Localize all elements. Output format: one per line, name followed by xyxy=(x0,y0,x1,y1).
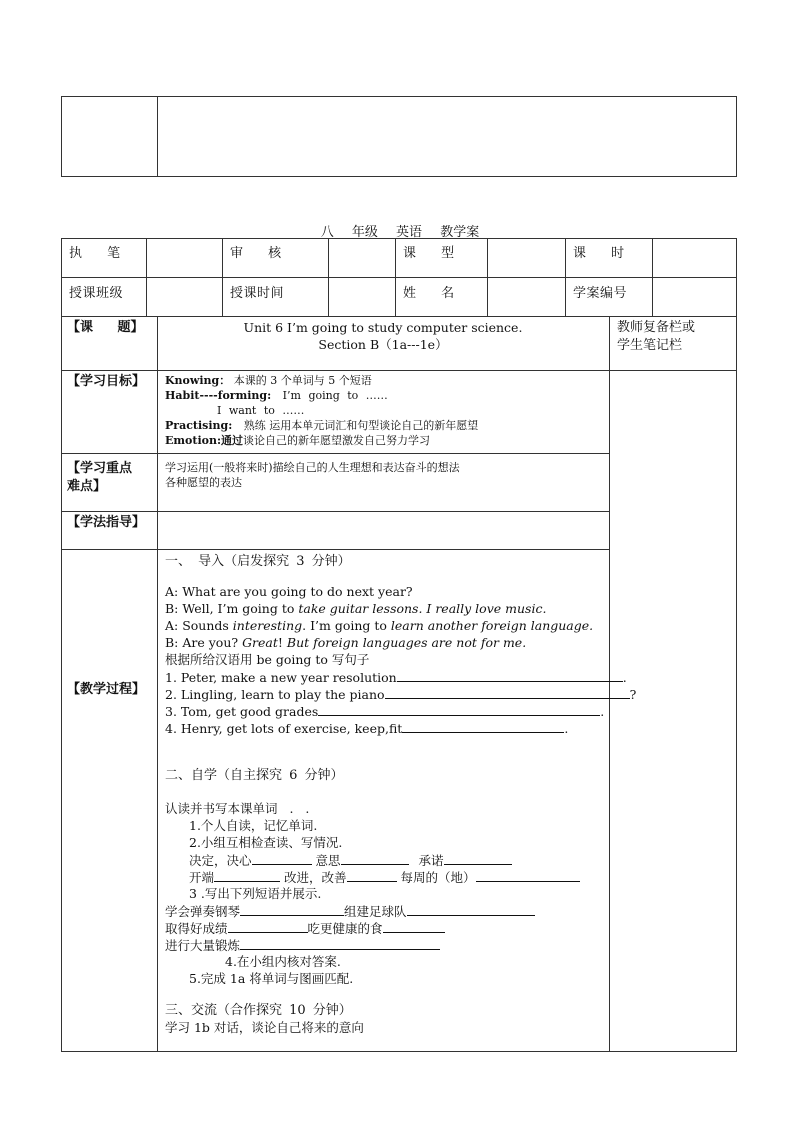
dialogue-line3-c: . I’m going to xyxy=(302,618,391,633)
phrase-piano: 学会弹奏钢琴 xyxy=(165,904,241,919)
dialogue-line3-b: interesting xyxy=(232,618,303,633)
phrase-exercise: 进行大量锻炼 xyxy=(165,938,241,953)
vocab-improve: 改进，改善 xyxy=(284,870,347,885)
goal-practising xyxy=(165,419,478,433)
q3-answer-blank[interactable] xyxy=(318,703,600,716)
exercise-q4 xyxy=(165,720,568,737)
practising-text: 熟练 运用本单元词汇和句型谈论自己的新年愿望 xyxy=(243,419,479,432)
phrase-exercise-blank[interactable] xyxy=(240,937,440,950)
header-col-1 xyxy=(146,238,147,316)
q2-answer-blank[interactable] xyxy=(385,686,630,699)
header-lesson-period: 课 时 xyxy=(573,246,625,261)
vocab-beginning: 开端 xyxy=(189,870,215,885)
exercise-q3 xyxy=(165,703,604,720)
q3-text: 3. Tom, get good grades xyxy=(165,704,319,719)
focus-label-line2: 难点】 xyxy=(67,479,107,494)
focus-line1: 学习运用(一般将来时)描绘自己的人生理想和表达奋斗的想法 xyxy=(165,461,460,474)
goal-emotion xyxy=(165,434,430,448)
section2-step3: 3 .写出下列短语并展示. xyxy=(189,886,322,901)
header-time: 授课时间 xyxy=(230,286,285,301)
habit-label: Habit----forming: xyxy=(165,389,272,402)
vocab-promise: 承诺 xyxy=(418,853,444,868)
vocab-meaning-blank[interactable] xyxy=(341,852,409,865)
row-divider-topic xyxy=(61,370,609,371)
header-row-divider xyxy=(61,277,737,278)
row-divider-guide xyxy=(61,549,609,550)
goals-label: 【学习目标】 xyxy=(67,374,146,389)
vocab-meaning: 意思 xyxy=(315,853,341,868)
section1-heading: 一、 导入（启发探究 3 分钟） xyxy=(165,554,351,569)
q4-end: . xyxy=(564,721,569,736)
section2-step1: 1.个人自读，记忆单词. xyxy=(189,818,318,833)
dialogue-line4 xyxy=(165,635,526,651)
dialogue-line2 xyxy=(165,601,546,617)
row-divider-focus xyxy=(61,511,609,512)
phrase-row1 xyxy=(165,903,535,920)
phrase-piano-blank[interactable] xyxy=(240,903,344,916)
notes-header-line2: 学生笔记栏 xyxy=(617,338,683,353)
header-plan-number: 学案编号 xyxy=(573,286,628,301)
knowing-label: Knowing： xyxy=(165,374,231,387)
emotion-text: 谈论自己的新年愿望激发自己努力学习 xyxy=(243,434,431,447)
dialogue-line2-b: take guitar lessons. I really love music. xyxy=(298,601,547,616)
dialogue-line4-b: Great xyxy=(242,635,278,650)
exercise-q1 xyxy=(165,669,627,686)
goal-knowing xyxy=(165,374,372,388)
vocab-row1 xyxy=(189,852,512,869)
practising-label: Practising: xyxy=(165,419,233,432)
q4-text: 4. Henry, get lots of exercise, keep,fit xyxy=(165,721,403,736)
label-column-divider xyxy=(157,316,158,1052)
header-author: 执 笔 xyxy=(69,246,121,261)
vocab-decide: 决定，决心 xyxy=(189,853,252,868)
header-col-7 xyxy=(652,238,653,316)
topic-title: Unit 6 I’m going to study computer science. xyxy=(243,320,523,335)
header-col-6 xyxy=(565,238,566,316)
header-class: 授课班级 xyxy=(69,286,124,301)
focus-line2: 各种愿望的表达 xyxy=(165,476,242,489)
phrase-soccer: 组建足球队 xyxy=(344,904,407,919)
header-col-4 xyxy=(395,238,396,316)
phrase-healthier: 吃更健康的食 xyxy=(307,921,383,936)
vocab-improve-blank[interactable] xyxy=(347,869,397,882)
header-name: 姓 名 xyxy=(403,286,455,301)
header-col-5 xyxy=(487,238,488,316)
section3-heading: 三、交流（合作探究 10 分钟） xyxy=(165,1003,352,1018)
goal-habit-2: I want to …… xyxy=(217,404,305,417)
q3-end: . xyxy=(600,704,605,719)
exercise-instruction: 根据所给汉语用 be going to 写句子 xyxy=(165,652,370,667)
dialogue-line3-d: learn another foreign language. xyxy=(390,618,594,633)
header-reviewer: 审 核 xyxy=(230,246,282,261)
doc-title: 八 年级 英语 教学案 xyxy=(320,225,480,240)
header-lesson-type: 课 型 xyxy=(403,246,455,261)
process-label: 【教学过程】 xyxy=(67,682,146,697)
vocab-beginning-blank[interactable] xyxy=(214,869,280,882)
habit-text: I’m going to …… xyxy=(282,389,388,402)
section2-intro: 认读并书写本课单词 . . xyxy=(165,801,310,816)
dialogue-line1: A: What are you going to do next year? xyxy=(165,584,413,599)
phrase-healthier-blank[interactable] xyxy=(383,920,445,933)
top-table-divider xyxy=(157,96,158,177)
q1-answer-blank[interactable] xyxy=(397,669,623,682)
goal-habit xyxy=(165,389,388,403)
topic-section: Section B（1a---1e） xyxy=(318,337,448,352)
section2-step2: 2.小组互相检查读、写情况. xyxy=(189,835,343,850)
header-col-2 xyxy=(222,238,223,316)
header-col-3 xyxy=(328,238,329,316)
phrase-row3 xyxy=(165,937,440,954)
notes-header-divider xyxy=(609,370,737,371)
phrase-row2 xyxy=(165,920,445,937)
q2-end: ? xyxy=(629,687,637,702)
q1-text: 1. Peter, make a new year resolution xyxy=(165,670,397,685)
vocab-promise-blank[interactable] xyxy=(444,852,512,865)
section3-text: 学习 1b 对话，谈论自己将来的意向 xyxy=(165,1020,364,1035)
phrase-grades: 取得好成绩 xyxy=(165,921,228,936)
emotion-label: Emotion:通过 xyxy=(165,434,244,447)
phrase-grades-blank[interactable] xyxy=(228,920,308,933)
exercise-q2 xyxy=(165,686,636,703)
row-divider-goals xyxy=(61,453,609,454)
dialogue-line3 xyxy=(165,618,593,634)
dialogue-line3-a: A: Sounds xyxy=(165,618,233,633)
dialogue-line4-d: But foreign languages are not for me. xyxy=(286,635,527,650)
guide-label: 【学法指导】 xyxy=(67,515,146,530)
q2-text: 2. Lingling, learn to play the piano xyxy=(165,687,385,702)
notes-header-line1: 教师复备栏或 xyxy=(617,320,696,335)
vocab-decide-blank[interactable] xyxy=(252,852,312,865)
topic-label: 【课 题】 xyxy=(67,320,144,335)
top-table xyxy=(61,96,737,177)
vocab-weekly: 每周的（地） xyxy=(400,870,476,885)
phrase-soccer-blank[interactable] xyxy=(407,903,535,916)
section2-heading: 二、自学（自主探究 6 分钟） xyxy=(165,768,344,783)
dialogue-line4-c: ! xyxy=(277,635,287,650)
focus-label-line1: 【学习重点 xyxy=(67,461,133,476)
vocab-weekly-blank[interactable] xyxy=(476,869,580,882)
header-bottom-line xyxy=(61,316,737,317)
vocab-row2 xyxy=(189,869,580,886)
section2-step4: 4.在小组内核对答案. xyxy=(225,954,341,969)
dialogue-line4-a: B: Are you? xyxy=(165,635,243,650)
knowing-text: 本课的 3 个单词与 5 个短语 xyxy=(233,374,372,387)
q1-end: . xyxy=(622,670,627,685)
section2-step5: 5.完成 1a 将单词与图画匹配. xyxy=(189,971,354,986)
dialogue-line2-a: B: Well, I’m going to xyxy=(165,601,299,616)
q4-answer-blank[interactable] xyxy=(402,720,564,733)
